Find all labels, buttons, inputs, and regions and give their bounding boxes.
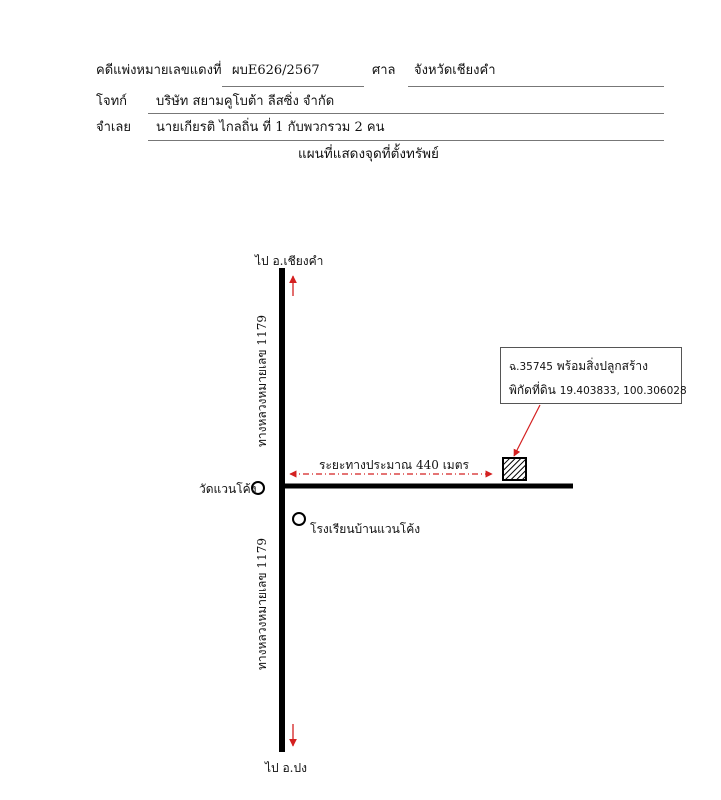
deed-number: ฉ.35745 bbox=[509, 361, 553, 373]
highway-label-south: ทางหลวงหมายเลข 1179 bbox=[255, 538, 269, 670]
coordinate-label: พิกัดที่ดิน bbox=[509, 383, 556, 397]
coordinate-value: 19.403833, 100.306028 bbox=[559, 385, 687, 397]
property-pointer-arrow-icon bbox=[514, 405, 540, 456]
coordinate-line bbox=[509, 381, 687, 400]
defendant-label: จำเลย bbox=[96, 120, 131, 135]
south-destination-label: ไป อ.ปง bbox=[265, 761, 307, 775]
map-title: แผนที่แสดงจุดที่ตั้งทรัพย์ bbox=[298, 146, 439, 162]
court-label: ศาล bbox=[372, 63, 396, 78]
school-landmark-icon bbox=[293, 513, 305, 525]
court-name: จังหวัดเชียงคำ bbox=[414, 63, 496, 78]
distance-label: ระยะทางประมาณ 440 เมตร bbox=[319, 458, 469, 472]
plaintiff-name: บริษัท สยามคูโบต้า ลีสซิ่ง จำกัด bbox=[156, 94, 335, 109]
property-info-box bbox=[500, 347, 687, 404]
school-label: โรงเรียนบ้านแวนโค้ง bbox=[310, 522, 421, 536]
case-number-value: ผบE626/2567 bbox=[232, 63, 320, 78]
deed-text: พร้อมสิ่งปลูกสร้าง bbox=[556, 359, 648, 373]
case-number-label: คดีแพ่งหมายเลขแดงที่ bbox=[96, 63, 222, 78]
north-destination-label: ไป อ.เชียงคำ bbox=[255, 254, 324, 268]
highway-label-north: ทางหลวงหมายเลข 1179 bbox=[255, 315, 269, 447]
deed-line bbox=[509, 357, 648, 376]
defendant-name: นายเกียรติ ไกลถิ่น ที่ 1 กับพวกรวม 2 คน bbox=[156, 120, 385, 135]
plaintiff-label: โจทก์ bbox=[96, 94, 128, 109]
property-marker-icon bbox=[503, 458, 526, 480]
temple-label: วัดแวนโค้ง bbox=[199, 482, 257, 496]
